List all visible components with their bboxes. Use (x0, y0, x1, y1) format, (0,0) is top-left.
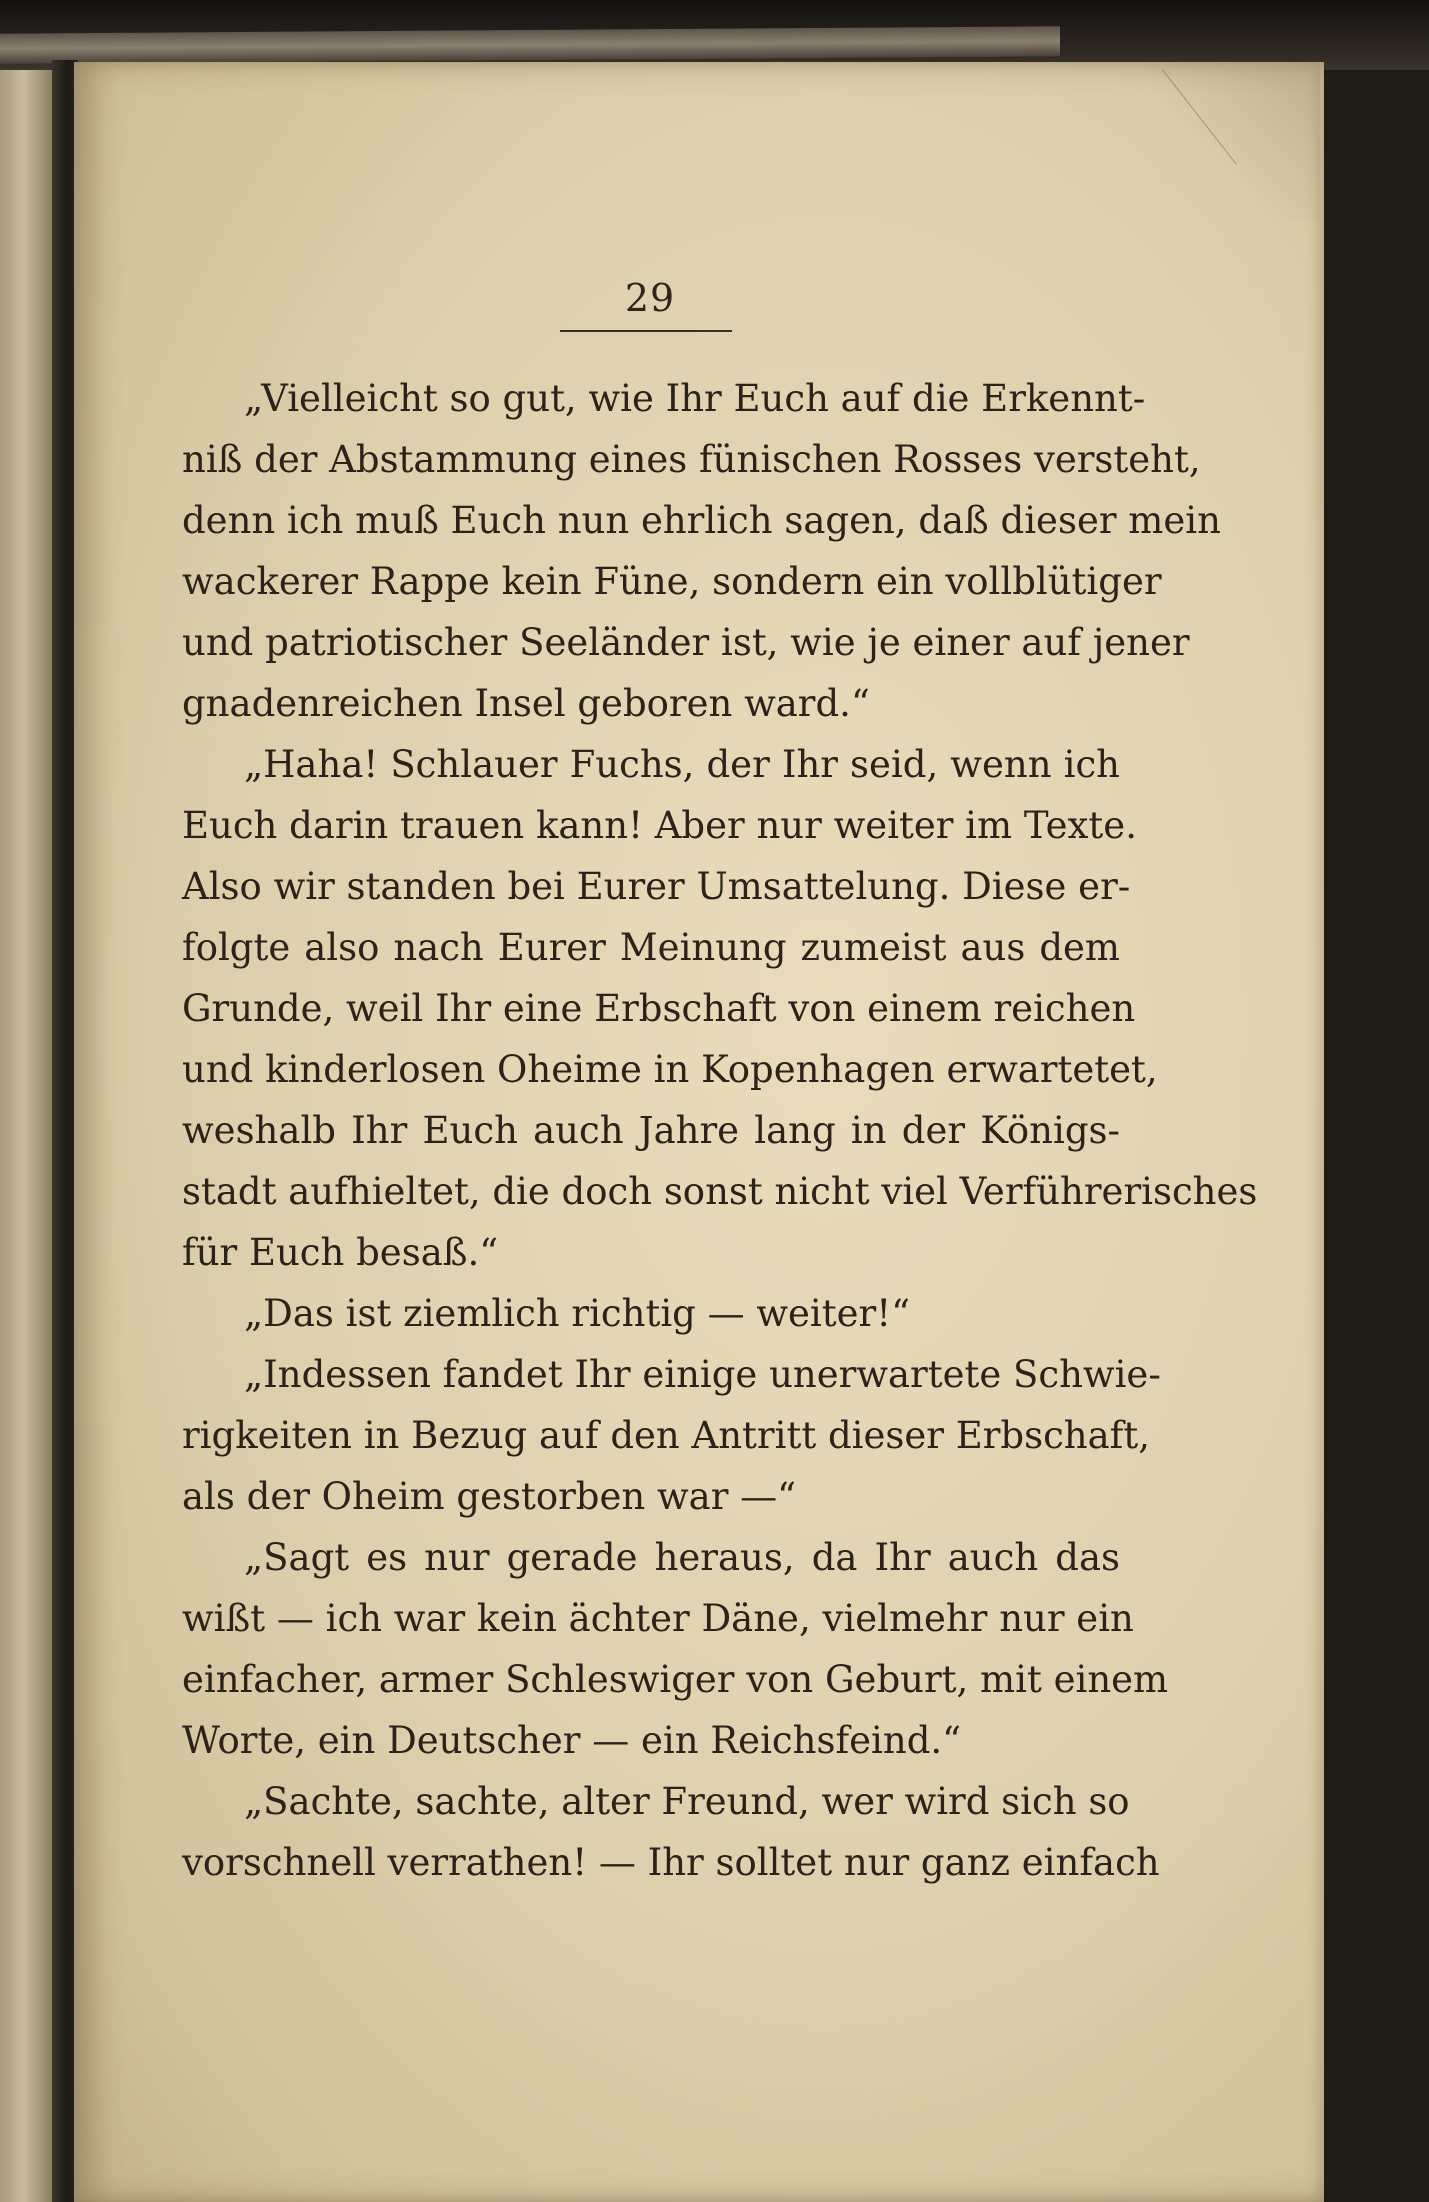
text-line: einfacher, armer Schleswiger von Geburt, mit einem (182, 1658, 1169, 1701)
text-line: und kinderlosen Oheime in Kopenhagen erwartetet, (182, 1048, 1158, 1091)
text-line: „Haha! Schlauer Fuchs, der Ihr seid, wenn ich (244, 743, 1120, 786)
text-line: Euch darin trauen kann! Aber nur weiter im Texte. (182, 804, 1137, 847)
text-line: „Vielleicht so gut, wie Ihr Euch auf die Erkennt- (244, 377, 1146, 420)
text-line: weshalb Ihr Euch auch Jahre lang in der Königs- (182, 1109, 1120, 1152)
page-text-block (182, 368, 1258, 1893)
page-number: 29 (624, 276, 676, 320)
text-line: folgte also nach Eurer Meinung zumeist aus dem (182, 926, 1120, 969)
text-line: „Indessen fandet Ihr einige unerwartete Schwie- (244, 1353, 1161, 1396)
text-line: „Das ist ziemlich richtig — weiter!“ (244, 1292, 910, 1335)
text-line: Worte, ein Deutscher — ein Reichsfeind.“ (182, 1719, 962, 1762)
text-line: Also wir standen bei Eurer Umsattelung. Diese er- (182, 865, 1131, 908)
text-line: „Sachte, sachte, alter Freund, wer wird sich so (244, 1780, 1130, 1823)
left-page-edge (0, 70, 52, 2202)
text-line: als der Oheim gestorben war —“ (182, 1475, 797, 1518)
text-line: rigkeiten in Bezug auf den Antritt dieser Erbschaft, (182, 1414, 1150, 1457)
text-line: denn ich muß Euch nun ehrlich sagen, daß dieser mein (182, 499, 1221, 542)
text-line: niß der Abstammung eines fünischen Rosses versteht, (182, 438, 1201, 481)
text-line: für Euch besaß.“ (182, 1231, 499, 1274)
text-line: „Sagt es nur gerade heraus, da Ihr auch das (244, 1536, 1120, 1579)
text-line: vorschnell verrathen! — Ihr solltet nur ganz einfach (182, 1841, 1160, 1884)
text-line: wackerer Rappe kein Füne, sondern ein vollblütiger (182, 560, 1162, 603)
text-line: gnadenreichen Insel geboren ward.“ (182, 682, 870, 725)
text-line: und patriotischer Seeländer ist, wie je einer auf jener (182, 621, 1190, 664)
text-line: wißt — ich war kein ächter Däne, vielmehr nur ein (182, 1597, 1134, 1640)
text-line: Grunde, weil Ihr eine Erbschaft von einem reichen (182, 987, 1136, 1030)
text-line: stadt aufhieltet, die doch sonst nicht viel Verführerisches (182, 1170, 1258, 1213)
page-number-rule (560, 330, 732, 332)
